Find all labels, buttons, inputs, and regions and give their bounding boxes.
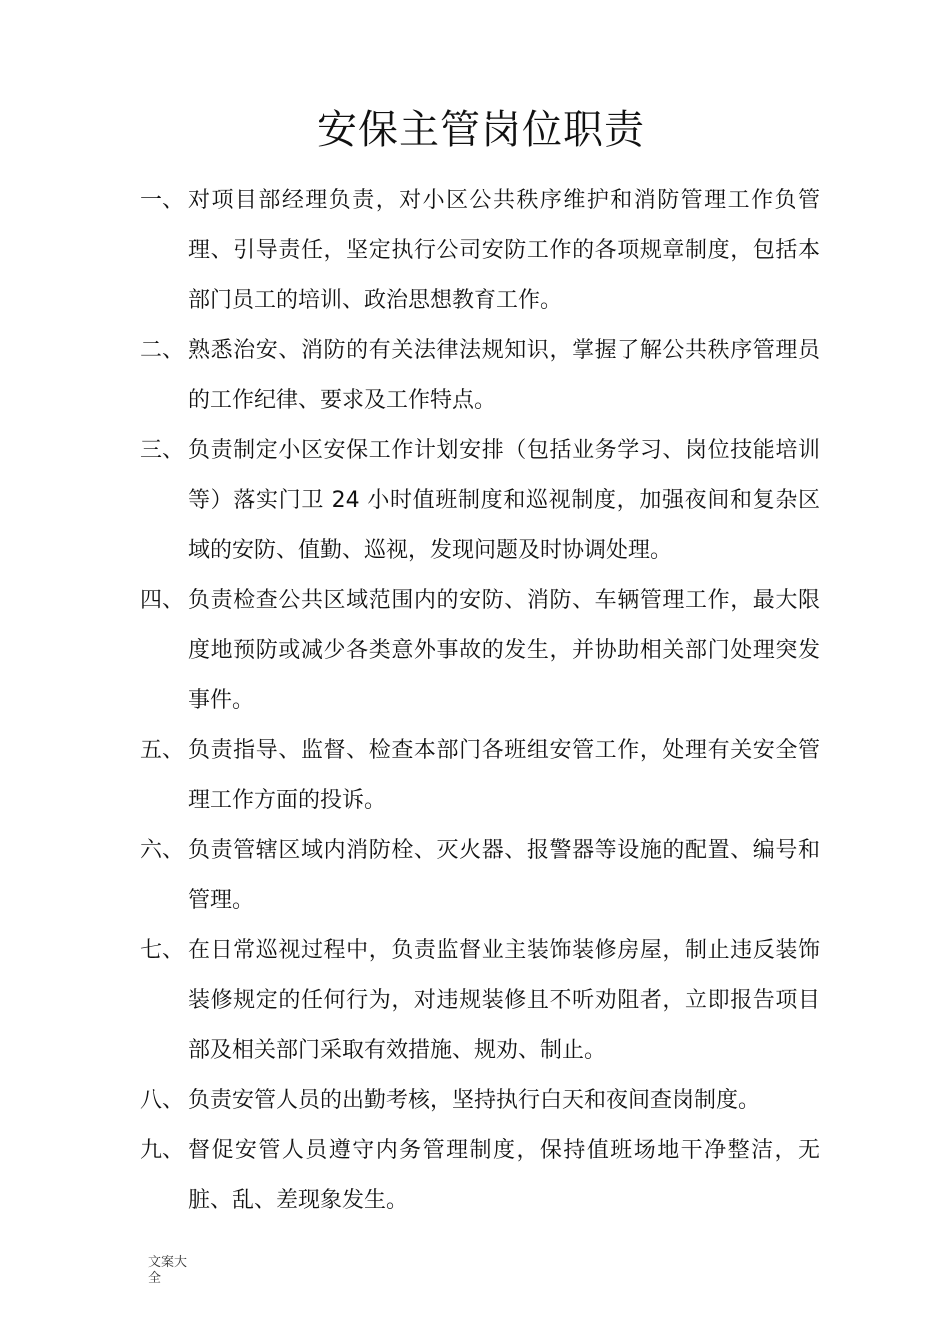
duty-item-number: 六、 bbox=[140, 838, 185, 863]
document-title: 安保主管岗位职责 bbox=[317, 107, 645, 153]
duty-item bbox=[140, 326, 820, 426]
duty-item bbox=[140, 826, 820, 926]
duty-item bbox=[140, 426, 820, 576]
duty-item bbox=[140, 726, 820, 826]
duty-item bbox=[140, 576, 820, 726]
duty-item bbox=[140, 176, 820, 326]
duty-item-number: 八、 bbox=[140, 1088, 185, 1113]
duty-item-text: 负责指导、监督、检查本部门各班组安管工作，处理有关安全管理工作方面的投诉。 bbox=[188, 738, 820, 813]
duty-item-text: 负责检查公共区域范围内的安防、消防、车辆管理工作，最大限度地预防或减少各类意外事故的发生，并协助相关部门处理突发事件。 bbox=[188, 588, 820, 713]
duty-item-number: 四、 bbox=[140, 588, 185, 613]
duty-item-text: 负责安管人员的出勤考核，坚持执行白天和夜间查岗制度。 bbox=[188, 1088, 761, 1113]
duty-item-number: 三、 bbox=[140, 438, 185, 463]
duty-item-text: 熟悉治安、消防的有关法律法规知识，掌握了解公共秩序管理员的工作纪律、要求及工作特点。 bbox=[188, 338, 820, 413]
duty-item-number: 五、 bbox=[140, 738, 185, 763]
duty-item-number: 一、 bbox=[140, 188, 185, 213]
duty-item-text: 督促安管人员遵守内务管理制度，保持值班场地干净整洁，无脏、乱、差现象发生。 bbox=[188, 1138, 820, 1213]
duty-item-text: 在日常巡视过程中，负责监督业主装饰装修房屋，制止违反装饰装修规定的任何行为，对违规装修且不听劝阻者，立即报告项目部及相关部门采取有效措施、规劝、制止。 bbox=[188, 938, 820, 1063]
duty-item-number: 九、 bbox=[140, 1138, 185, 1163]
duty-item bbox=[140, 1126, 820, 1226]
footer-watermark-text: 文案大全 bbox=[148, 1255, 188, 1286]
duty-list bbox=[140, 176, 820, 1226]
duty-item-text: 负责制定小区安保工作计划安排（包括业务学习、岗位技能培训等）落实门卫 24 小时值班制度和巡视制度，加强夜间和复杂区域的安防、值勤、巡视，发现问题及时协调处理。 bbox=[188, 438, 820, 563]
duty-item-text: 负责管辖区域内消防栓、灭火器、报警器等设施的配置、编号和管理。 bbox=[188, 838, 820, 913]
duty-item-number: 二、 bbox=[140, 338, 185, 363]
duty-item-number: 七、 bbox=[140, 938, 185, 963]
duty-item bbox=[140, 1076, 820, 1126]
duty-item bbox=[140, 926, 820, 1076]
duty-item-text: 对项目部经理负责，对小区公共秩序维护和消防管理工作负管理、引导责任，坚定执行公司安防工作的各项规章制度，包括本部门员工的培训、政治思想教育工作。 bbox=[188, 188, 820, 313]
